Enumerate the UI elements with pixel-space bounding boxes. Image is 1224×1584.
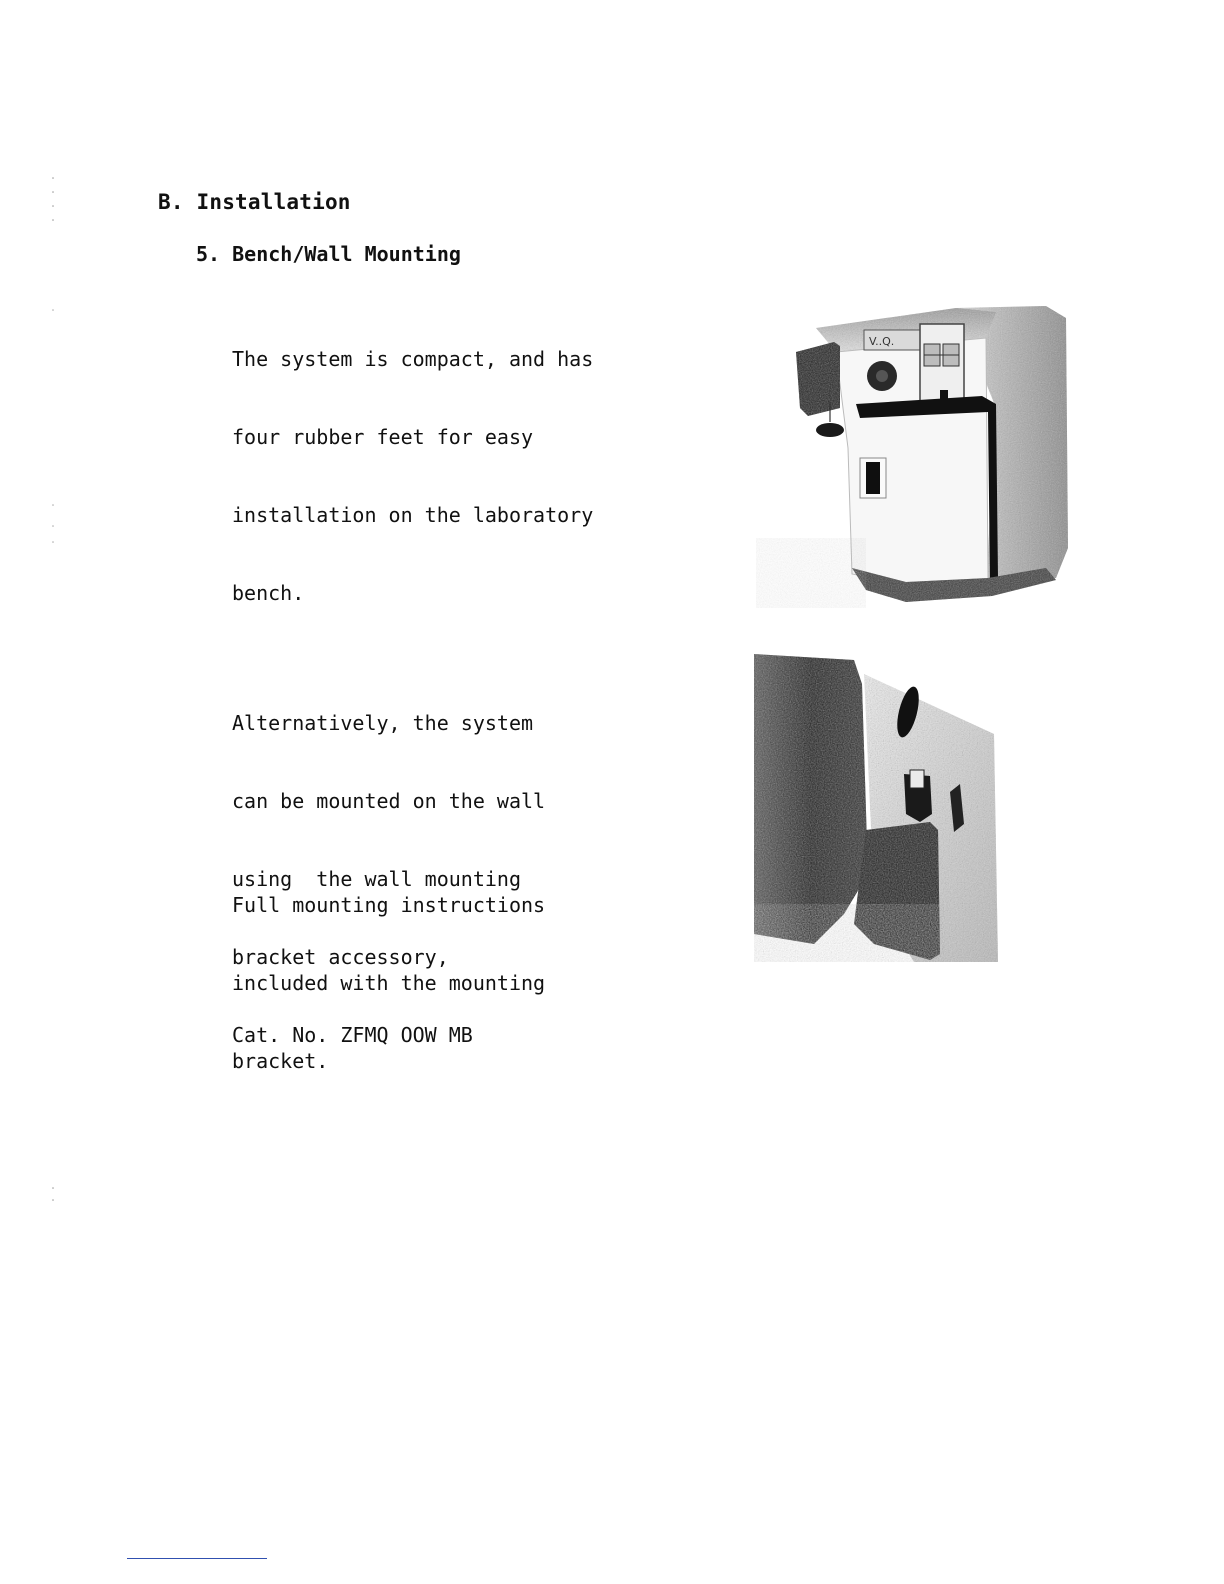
paragraph-line: can be mounted on the wall [232,789,546,813]
paragraph-line: using the wall mounting [232,867,521,891]
paragraph-line: bench. [232,581,305,605]
bench-installation-paragraph [232,294,593,632]
catalog-number-line: Cat. No. ZFMQ OOW MB [232,1023,473,1047]
wall-bracket-illustration [754,654,998,962]
paragraph-line: four rubber feet for easy [232,425,534,449]
paragraph-line: bracket accessory, [232,945,449,969]
paragraph-line: bracket. [232,1049,329,1073]
footer-rule [127,1558,267,1559]
scan-margin-specks [48,170,58,1270]
mounting-instructions-paragraph [232,840,545,1100]
wall-bracket-photo [754,654,998,962]
paragraph-line: included with the mounting [232,971,546,995]
paragraph-line: The system is compact, and has [232,347,594,371]
section-heading: B. Installation [158,190,351,214]
instrument-bench-photo [756,298,1072,608]
instrument-bench-illustration [756,298,1072,608]
paragraph-line: Alternatively, the system [232,711,534,735]
subsection-heading: 5. Bench/Wall Mounting [196,242,461,266]
paragraph-line: Full mounting instructions [232,893,546,917]
svg-text:V..Q.: V..Q. [869,335,895,348]
paragraph-line: installation on the laboratory [232,503,594,527]
